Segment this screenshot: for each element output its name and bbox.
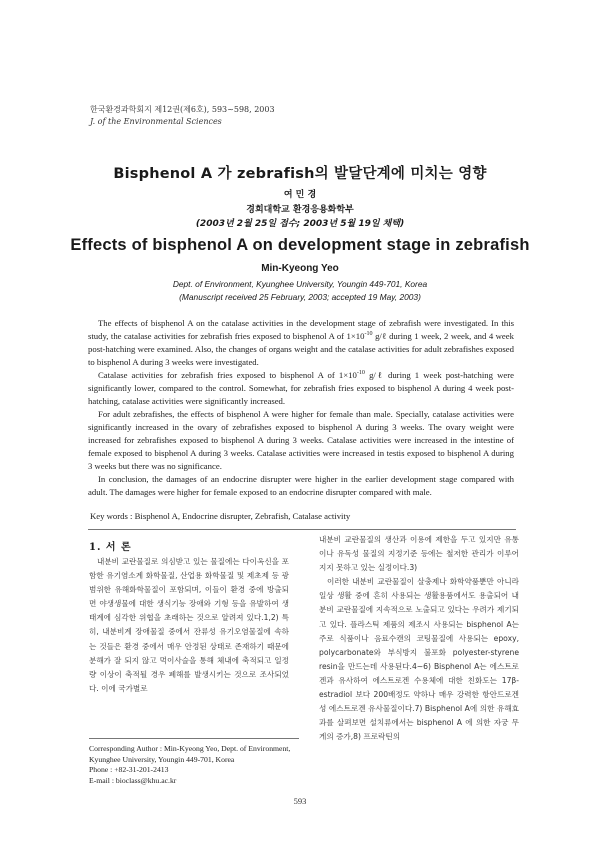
- korean-title: Bisphenol A 가 zebrafish의 발달단계에 미치는 영향: [113, 166, 487, 182]
- section-heading: 1. 서 론: [89, 542, 132, 553]
- journal-reference: [90, 104, 275, 128]
- journal-reference-korean: 한국환경과학회지 제12권(제6호), 593~598, 2003: [90, 105, 275, 114]
- section-divider: [88, 529, 516, 530]
- body-paragraph: 내분비 교란물질로 의심받고 있는 물질에는 다이옥신을 포함한 유기염소계 화학물질, 산업용 화학물질 및 제초제 등 광범위한 유해화학물질이 포함되며, 이들이 환경 중에 방출되면 야생생물에 대한 생식기능 장애와 기형 등을 유발하여 생태계에 심각한 위협을 초래하는 것으로 알려져 있다.1,2) 특히, 내분비계 장애물질 중에서 잔류성 유기오염물질에 속하는 것들은 환경 중에서 매우 안정된 상태로 존재하기 때문에 분해가 잘 되지 않고 먹이사슬을 통해 체내에 축적되고 일정량 이상이 축적될 경우 폐해를 발생시키는 것으로 조사되었다. 이에 국가별로: [89, 557, 289, 693]
- left-column: [89, 555, 289, 696]
- right-column: [319, 533, 519, 744]
- abstract-paragraph: For adult zebrafishes, the effects of bisphenol A were higher for female than male. Specially, catalase activities were significantly increased in the ovary of zebrafishes exposed to bisphenol A during 3 weeks. The ovary weight were increased for zebrafishes exposed to bisphenol A during 3 weeks. Catalase activities were increased in the intestine of female exposed to bisphenol A during 3 weeks. Catalase activities were increased in testis exposed to bisphenol A during 3 weeks but there was no significance.: [88, 409, 514, 471]
- abstract-paragraph: In conclusion, the damages of an endocrine disrupter were higher in the earlier development stage compared with adult. The damages were higher for female exposed to an endocrine disrupter compared with male.: [88, 474, 514, 497]
- korean-affiliation: 경희대학교 환경응용화학부: [246, 205, 354, 215]
- keywords: Key words : Bisphenol A, Endocrine disrupter, Zebrafish, Catalase activity: [90, 511, 351, 521]
- english-affiliation: Dept. of Environment, Kyunghee University, Youngin 449-701, Korea: [172, 279, 428, 289]
- english-author: Min-Kyeong Yeo: [261, 263, 339, 274]
- english-dates: (Manuscript received 25 February, 2003; accepted 19 May, 2003): [179, 292, 421, 302]
- footnote-email: E-mail : bioclass@khu.ac.kr: [89, 775, 177, 785]
- body-paragraph: 내분비 교란물질의 생산과 이용에 제한을 두고 있지만 유통이나 유독성 물질의 지정기준 등에는 철저한 관리가 이루어지지 못하고 있는 실정이다.3): [319, 535, 519, 573]
- korean-dates: (2003년 2월 25일 접수; 2003년 5월 19일 채택): [195, 219, 405, 229]
- footnote-author: Corresponding Author : Min-Kyeong Yeo, Dept. of Environment, Kyunghee University, Youngin 449-701, Korea: [89, 744, 291, 764]
- page-number: 593: [293, 796, 307, 806]
- journal-reference-english: J. of the Environmental Sciences: [90, 117, 222, 126]
- footnote-divider: [89, 738, 299, 739]
- korean-author: 여 민 경: [283, 190, 317, 200]
- corresponding-author-footnote: [89, 744, 299, 786]
- footnote-phone: Phone : +82-31-201-2413: [89, 765, 169, 774]
- abstract: [88, 317, 514, 499]
- abstract-paragraph: The effects of bisphenol A on the catalase activities in the development stage of zebrafish were investigated. In this study, the catalase activities for zebrafish fries exposed to bisphenol A of $1\times 10^{-10}$ g/ℓ during 1 week, 2 week, and 4 week post-hatching were examined. Also, the changes of organs weight and the catalase activities for adult zebrafishes exposed to bisphenol A during 3 weeks were investigated.: [88, 318, 514, 367]
- english-title: Effects of bisphenol A on development stage in zebrafish: [70, 236, 530, 254]
- body-paragraph: 이러한 내분비 교란물질이 살충제나 화학약품뿐만 아니라 일상 생활 중에 흔히 사용되는 생활용품에서도 용출되어 내분비 교란물질에 지속적으로 노출되고 있다는 우려가 제기되고 있다. 플라스틱 제품의 제조시 사용되는 bisphenol A는 주로 식품이나 음료수캔의 코팅물질에 사용되는 epoxy, polycarbonate와 부식방지 불포화 polyester-styrene resin을 만드는데 사용된다.4~6) Bisphenol A는 에스트로겐과 유사하여 에스트로겐 수용체에 대한 친화도는 17β-estradiol 보다 200배정도 약하나 매우 강력한 항안드로겐성 에스트로겐 유사물질이다.7) Bisphenol A에 의한 유해효과를 살펴보면 설치류에서는 bisphenol A 에 의한 자궁 무게의 증가,8) 프로락틴의: [319, 577, 519, 742]
- abstract-paragraph: Catalase activities for zebrafish fries exposed to bisphenol A of $1\times 10^{-10}$ g/ℓ during 1 week post-hatching were significantly lower, compared to the control. Somewhat, for zebrafish fries exposed to bisphenol A during 4 week post-hatching, catalase activities were significantly increased.: [88, 370, 514, 406]
